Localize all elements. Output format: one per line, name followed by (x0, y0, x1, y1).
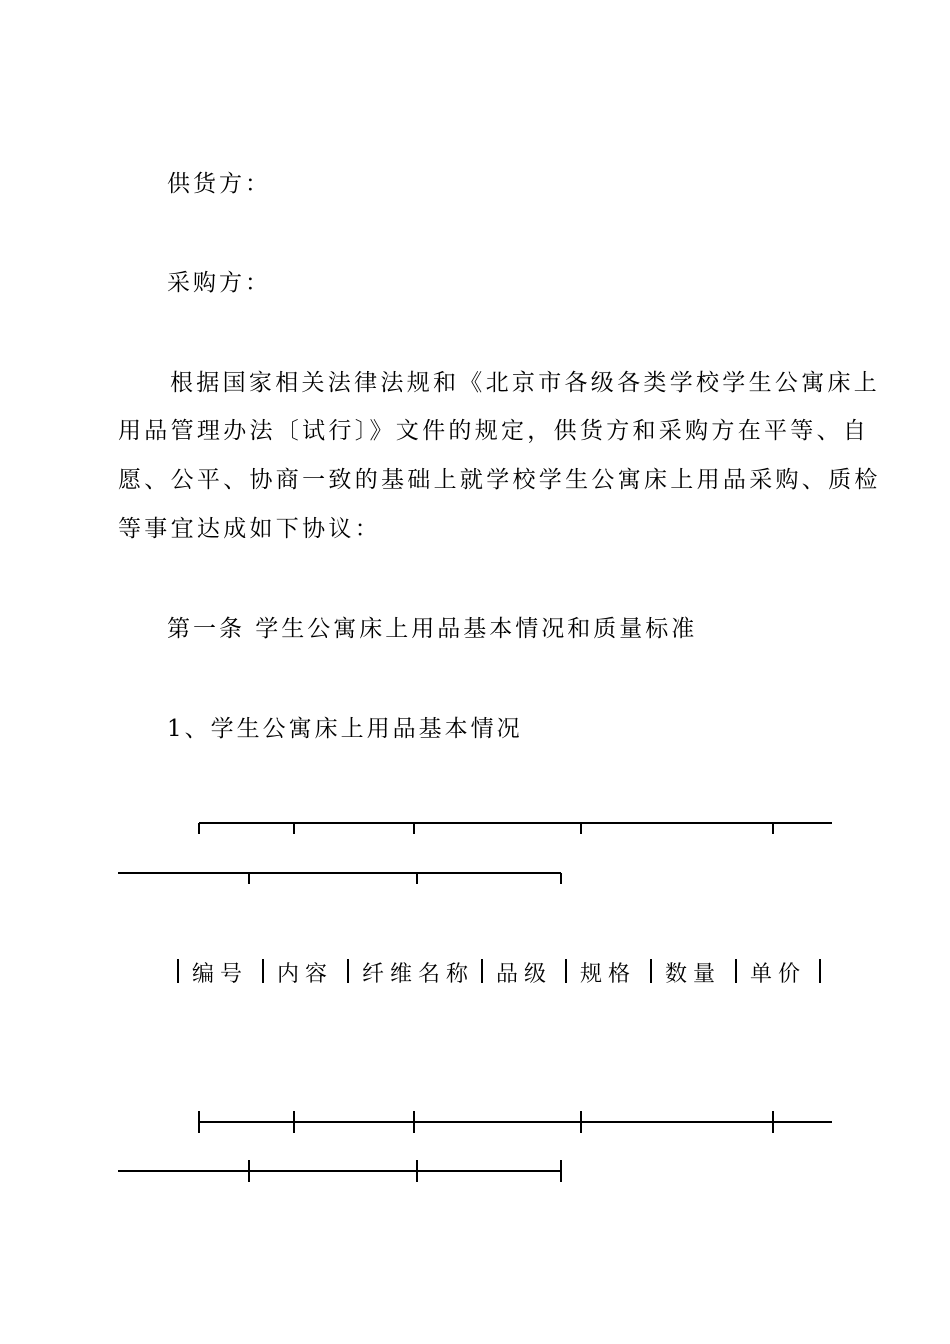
section-one-title: 1、学生公寓床上用品基本情况 (167, 716, 523, 742)
table-header-cell-number: 编号 (192, 962, 249, 987)
table-header-row (172, 955, 832, 989)
table-column-divider (819, 959, 821, 983)
table-row-divider (118, 1111, 832, 1182)
table-column-divider (177, 959, 179, 983)
table-column-divider (262, 959, 264, 983)
article-one-title: 第一条 学生公寓床上用品基本情况和质量标准 (167, 616, 698, 642)
table-column-divider (735, 959, 737, 983)
table-column-divider (347, 959, 349, 983)
supplier-label: 供货方： (167, 171, 271, 197)
intro-line-1: 根据国家相关法律法规和《北京市各级各类学校学生公寓床上 (170, 370, 881, 396)
table-column-divider (481, 959, 483, 983)
table-header-cell-unit-price: 单价 (750, 962, 807, 987)
intro-line-3: 愿、公平、协商一致的基础上就学校学生公寓床上用品采购、质检 (118, 467, 881, 493)
table-header-cell-spec: 规格 (580, 962, 637, 987)
table-header-cell-grade: 品级 (496, 962, 553, 987)
table-column-divider (650, 959, 652, 983)
purchaser-label: 采购方： (167, 270, 271, 296)
table-column-divider (565, 959, 567, 983)
table-header-cell-quantity: 数量 (665, 962, 722, 987)
table-top-border (118, 823, 832, 884)
intro-line-2: 用品管理办法〔试行〕》文件的规定，供货方和采购方在平等、自 (118, 418, 870, 444)
intro-line-4: 等事宜达成如下协议： (118, 516, 381, 542)
table-header-cell-content: 内容 (277, 962, 334, 987)
table-header-cell-fiber-name: 纤维名称 (362, 962, 475, 987)
